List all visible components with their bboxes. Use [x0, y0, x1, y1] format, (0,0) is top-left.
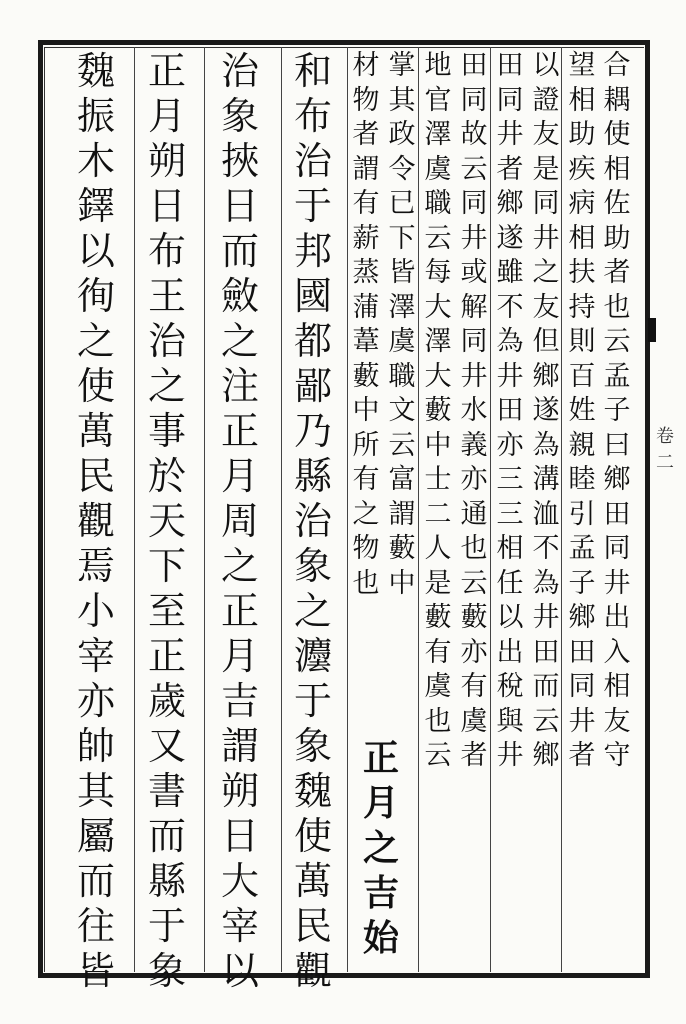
text-character: 洫 — [532, 498, 560, 530]
text-character: 大 — [424, 291, 452, 323]
text-character: 虞 — [460, 705, 488, 737]
text-character: 以 — [532, 50, 560, 81]
text-character: 謂 — [352, 153, 380, 185]
text-character: 有 — [352, 464, 380, 495]
comment-column-5 — [459, 52, 489, 777]
text-character: 雖 — [496, 257, 524, 288]
text-character: 持 — [568, 291, 596, 323]
text-character: 薪 — [352, 222, 380, 254]
text-character: 或 — [460, 257, 488, 288]
text-character: 人 — [424, 533, 452, 564]
text-character: 使 — [293, 814, 332, 858]
text-character: 亦 — [460, 464, 488, 495]
text-character: 天 — [147, 499, 186, 543]
text-character: 以 — [496, 602, 524, 633]
text-character: 謂 — [220, 724, 259, 768]
text-character: 井 — [460, 222, 488, 254]
text-character: 令 — [388, 153, 416, 185]
text-character: 以 — [76, 229, 115, 273]
text-character: 同 — [496, 84, 524, 116]
text-character: 宰 — [220, 904, 259, 948]
text-character: 云 — [603, 326, 631, 357]
text-character: 也 — [460, 533, 488, 564]
text-character: 證 — [532, 84, 560, 116]
text-character: 亦 — [460, 636, 488, 668]
text-character: 魏 — [76, 49, 115, 93]
text-character: 守 — [603, 740, 631, 771]
text-character: 田 — [532, 636, 560, 668]
text-character: 觀 — [76, 499, 115, 543]
text-character: 也 — [603, 291, 631, 323]
text-character: 正 — [147, 49, 186, 93]
text-character: 乃 — [293, 409, 332, 453]
text-character: 相 — [496, 533, 524, 564]
text-character: 者 — [603, 257, 631, 288]
comment-column-1 — [602, 52, 632, 777]
text-character: 萬 — [76, 409, 115, 453]
text-character: 于 — [147, 904, 186, 948]
text-character: 掌 — [388, 50, 416, 81]
text-character: 鄉 — [603, 464, 631, 495]
text-character: 正 — [147, 634, 186, 678]
text-character: 至 — [147, 589, 186, 633]
text-character: 其 — [388, 84, 416, 116]
text-character: 挾 — [220, 139, 259, 183]
text-character: 小 — [76, 589, 115, 633]
text-character: 葦 — [352, 326, 380, 357]
text-character: 蒸 — [352, 257, 380, 288]
text-character: 相 — [568, 222, 596, 254]
text-character: 望 — [568, 50, 596, 81]
text-character: 同 — [460, 84, 488, 116]
text-character: 虞 — [388, 326, 416, 357]
text-character: 出 — [496, 636, 524, 668]
text-character: 下 — [147, 544, 186, 588]
text-character: 日 — [147, 184, 186, 228]
text-character: 友 — [603, 705, 631, 737]
text-character: 其 — [76, 769, 115, 813]
text-character: 之 — [363, 827, 400, 869]
text-character: 井 — [532, 222, 560, 254]
text-character: 皆 — [388, 257, 416, 288]
text-character: 象 — [220, 94, 259, 138]
text-character: 與 — [496, 705, 524, 737]
text-character: 于 — [293, 679, 332, 723]
text-character: 子 — [568, 567, 596, 599]
text-character: 大 — [220, 859, 259, 903]
text-character: 鄉 — [496, 188, 524, 219]
text-character: 政 — [388, 119, 416, 150]
text-character: 治 — [220, 49, 259, 93]
text-character: 屬 — [76, 814, 115, 858]
text-character: 入 — [603, 636, 631, 668]
text-character: 通 — [460, 498, 488, 530]
text-character: 事 — [147, 409, 186, 453]
text-character: 遂 — [496, 222, 524, 254]
text-character: 同 — [532, 188, 560, 219]
text-character: 友 — [532, 119, 560, 150]
text-character: 友 — [532, 291, 560, 323]
comment-column-4 — [495, 52, 525, 777]
text-character: 者 — [496, 153, 524, 185]
text-character: 月 — [147, 94, 186, 138]
text-character: 鄙 — [293, 364, 332, 408]
text-character: 材 — [352, 50, 380, 81]
text-character: 相 — [603, 671, 631, 702]
side-margin — [650, 70, 680, 770]
text-character: 則 — [568, 326, 596, 357]
text-character: 不 — [496, 291, 524, 323]
text-character: 歲 — [147, 679, 186, 723]
text-character: 子 — [603, 395, 631, 426]
text-character: 於 — [147, 454, 186, 498]
text-character: 又 — [147, 724, 186, 768]
text-character: 疾 — [568, 153, 596, 185]
text-character: 職 — [424, 188, 452, 219]
main-column-1 — [293, 49, 333, 997]
text-character: 木 — [76, 139, 115, 183]
text-character: 引 — [568, 498, 596, 530]
text-character: 之 — [147, 364, 186, 408]
text-character: 水 — [460, 395, 488, 426]
text-character: 相 — [603, 153, 631, 185]
text-character: 虞 — [424, 671, 452, 702]
text-character: 謂 — [388, 498, 416, 530]
text-character: 月 — [363, 782, 400, 824]
text-character: 助 — [568, 119, 596, 150]
text-character: 出 — [603, 602, 631, 633]
text-character: 田 — [603, 498, 631, 530]
text-character: 者 — [568, 740, 596, 771]
text-character: 三 — [496, 498, 524, 530]
text-character: 治 — [147, 319, 186, 363]
text-character: 云 — [460, 567, 488, 599]
text-character: 藪 — [460, 602, 488, 633]
text-character: 之 — [220, 319, 259, 363]
text-character: 物 — [352, 84, 380, 116]
text-character: 也 — [424, 705, 452, 737]
text-character: 斂 — [220, 274, 259, 318]
text-character: 使 — [76, 364, 115, 408]
text-character: 不 — [532, 533, 560, 564]
text-character: 中 — [352, 395, 380, 426]
text-character: 吉 — [363, 872, 400, 914]
text-character: 每 — [424, 257, 452, 288]
text-character: 文 — [388, 395, 416, 426]
text-character: 同 — [603, 533, 631, 564]
text-character: 為 — [532, 429, 560, 461]
text-character: 曰 — [603, 429, 631, 461]
text-character: 物 — [352, 533, 380, 564]
text-character: 朔 — [147, 139, 186, 183]
text-character: 萬 — [293, 859, 332, 903]
text-character: 亦 — [76, 679, 115, 723]
text-character: 為 — [496, 326, 524, 357]
text-character: 灋 — [293, 634, 332, 678]
text-character: 百 — [568, 360, 596, 392]
column-rule — [418, 47, 419, 972]
text-character: 布 — [293, 94, 332, 138]
text-character: 周 — [220, 499, 259, 543]
text-character: 井 — [496, 119, 524, 150]
text-character: 井 — [532, 602, 560, 633]
comment-column-7 — [387, 52, 417, 604]
text-character: 魏 — [293, 769, 332, 813]
text-character: 正 — [363, 737, 400, 779]
text-character: 井 — [496, 360, 524, 392]
text-character: 民 — [76, 454, 115, 498]
text-character: 田 — [568, 636, 596, 668]
text-character: 王 — [147, 274, 186, 318]
text-character: 下 — [388, 222, 416, 254]
text-character: 焉 — [76, 544, 115, 588]
text-character: 澤 — [388, 291, 416, 323]
text-character: 鐸 — [76, 184, 115, 228]
text-character: 亦 — [496, 429, 524, 461]
text-character: 解 — [460, 291, 488, 323]
text-character: 藪 — [424, 395, 452, 426]
text-character: 朔 — [220, 769, 259, 813]
text-character: 二 — [424, 498, 452, 530]
text-character: 佐 — [603, 188, 631, 219]
text-character: 云 — [460, 153, 488, 185]
text-character: 已 — [388, 188, 416, 219]
text-character: 藪 — [388, 533, 416, 564]
text-character: 云 — [388, 429, 416, 461]
text-character: 治 — [293, 499, 332, 543]
text-character: 和 — [293, 49, 332, 93]
text-character: 布 — [147, 229, 186, 273]
text-character: 之 — [293, 589, 332, 633]
text-character: 親 — [568, 429, 596, 461]
text-character: 都 — [293, 319, 332, 363]
text-character: 縣 — [293, 454, 332, 498]
text-character: 扶 — [568, 257, 596, 288]
text-character: 鄉 — [568, 602, 596, 633]
text-character: 始 — [363, 917, 400, 959]
text-character: 民 — [293, 904, 332, 948]
main-text-insert — [363, 737, 400, 965]
column-rule — [204, 47, 205, 972]
volume-mark: 卷二 — [656, 426, 674, 473]
text-character: 者 — [460, 740, 488, 771]
text-character: 國 — [293, 274, 332, 318]
text-character: 但 — [532, 326, 560, 357]
text-character: 澤 — [424, 326, 452, 357]
text-character: 睦 — [568, 464, 596, 495]
text-character: 士 — [424, 464, 452, 495]
text-character: 田 — [496, 50, 524, 81]
text-character: 是 — [424, 567, 452, 599]
text-character: 象 — [293, 544, 332, 588]
text-character: 之 — [220, 544, 259, 588]
text-character: 藪 — [424, 602, 452, 633]
column-rule — [347, 47, 348, 972]
text-character: 所 — [352, 429, 380, 461]
text-character: 正 — [220, 409, 259, 453]
text-character: 藪 — [352, 360, 380, 392]
text-character: 象 — [293, 724, 332, 768]
text-character: 虞 — [424, 153, 452, 185]
text-character: 邦 — [293, 229, 332, 273]
text-character: 富 — [388, 464, 416, 495]
text-character: 鄉 — [532, 740, 560, 771]
text-character: 象 — [147, 949, 186, 993]
text-character: 井 — [603, 567, 631, 599]
text-character: 云 — [424, 740, 452, 771]
text-character: 以 — [220, 949, 259, 993]
text-character: 同 — [460, 188, 488, 219]
text-character: 蒲 — [352, 291, 380, 323]
text-character: 而 — [532, 671, 560, 702]
column-rule — [561, 47, 562, 972]
text-character: 也 — [352, 567, 380, 599]
text-character: 宰 — [76, 634, 115, 678]
text-character: 耦 — [603, 84, 631, 116]
text-character: 任 — [496, 567, 524, 599]
text-character: 有 — [460, 671, 488, 702]
text-character: 中 — [388, 567, 416, 599]
text-character: 之 — [352, 498, 380, 530]
column-rule — [490, 47, 491, 972]
main-column-2 — [220, 49, 260, 997]
text-character: 同 — [460, 326, 488, 357]
text-character: 姓 — [568, 395, 596, 426]
text-character: 有 — [424, 636, 452, 668]
text-character: 井 — [460, 360, 488, 392]
text-character: 縣 — [147, 859, 186, 903]
text-character: 之 — [532, 257, 560, 288]
main-column-3 — [147, 49, 187, 997]
text-character: 職 — [388, 360, 416, 392]
text-character: 合 — [603, 50, 631, 81]
text-character: 徇 — [76, 274, 115, 318]
text-character: 病 — [568, 188, 596, 219]
comment-column-2 — [567, 52, 597, 777]
text-character: 振 — [76, 94, 115, 138]
text-character: 云 — [424, 222, 452, 254]
text-character: 有 — [352, 188, 380, 219]
text-character: 井 — [496, 740, 524, 771]
text-character: 者 — [352, 119, 380, 150]
text-character: 而 — [76, 859, 115, 903]
text-character: 帥 — [76, 724, 115, 768]
comment-column-6 — [423, 52, 453, 777]
text-character: 孟 — [568, 533, 596, 564]
text-character: 為 — [532, 567, 560, 599]
column-rule — [134, 47, 135, 972]
comment-column-3 — [531, 52, 561, 777]
text-character: 相 — [568, 84, 596, 116]
text-character: 大 — [424, 360, 452, 392]
text-character: 田 — [460, 50, 488, 81]
text-character: 助 — [603, 222, 631, 254]
text-character: 使 — [603, 119, 631, 150]
text-character: 治 — [293, 139, 332, 183]
text-character: 故 — [460, 119, 488, 150]
text-character: 于 — [293, 184, 332, 228]
text-character: 書 — [147, 769, 186, 813]
text-character: 觀 — [293, 949, 332, 993]
text-character: 稅 — [496, 671, 524, 702]
text-character: 同 — [568, 671, 596, 702]
text-character: 正 — [220, 589, 259, 633]
text-character: 吉 — [220, 679, 259, 723]
text-character: 田 — [496, 395, 524, 426]
column-rule — [281, 47, 282, 972]
text-character: 往 — [76, 904, 115, 948]
text-character: 是 — [532, 153, 560, 185]
text-character: 日 — [220, 184, 259, 228]
text-character: 月 — [220, 634, 259, 678]
text-character: 月 — [220, 454, 259, 498]
text-character: 皆 — [76, 949, 115, 993]
text-character: 注 — [220, 364, 259, 408]
text-character: 鄉 — [532, 360, 560, 392]
text-character: 而 — [147, 814, 186, 858]
text-character: 三 — [496, 464, 524, 495]
comment-column-8 — [351, 52, 381, 604]
text-character: 云 — [532, 705, 560, 737]
text-character: 澤 — [424, 119, 452, 150]
text-character: 義 — [460, 429, 488, 461]
text-character: 遂 — [532, 395, 560, 426]
text-character: 溝 — [532, 464, 560, 495]
text-character: 井 — [568, 705, 596, 737]
text-character: 中 — [424, 429, 452, 461]
text-character: 官 — [424, 84, 452, 116]
text-character: 日 — [220, 814, 259, 858]
text-character: 地 — [424, 50, 452, 81]
text-character: 孟 — [603, 360, 631, 392]
text-character: 而 — [220, 229, 259, 273]
main-column-4 — [76, 49, 116, 997]
text-character: 之 — [76, 319, 115, 363]
